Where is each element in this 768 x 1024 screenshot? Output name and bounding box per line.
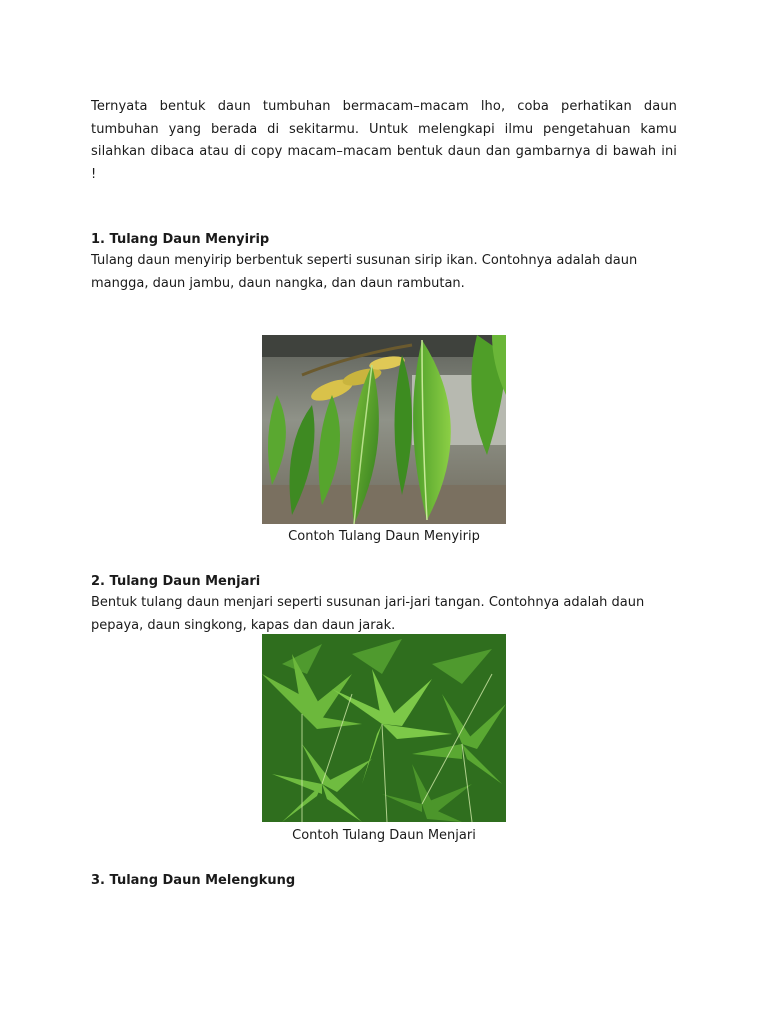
intro-paragraph: Ternyata bentuk daun tumbuhan bermacam–macam lho, coba perhatikan daun tumbuhan yang berada di sekitarmu. Untuk melengkapi ilmu pengetahuan kamu silahkan dibaca atau di copy macam–macam bentuk daun dan gambarnya di bawah ini ! [91, 99, 677, 182]
section-text-menyirip: Tulang daun menyirip berbentuk seperti susunan sirip ikan. Contohnya adalah daun mangga, daun jambu, daun nangka, dan daun rambutan. [91, 253, 638, 291]
menyirip-photo-caption: Contoh Tulang Daun Menyirip [288, 529, 480, 544]
menyirip-leaf-photo [262, 335, 506, 524]
section-heading-menjari: 2. Tulang Daun Menjari [91, 574, 261, 589]
menjari-leaf-photo [262, 634, 506, 822]
section-heading-menyirip: 1. Tulang Daun Menyirip [91, 232, 270, 247]
section-text-menjari: Bentuk tulang daun menjari seperti susunan jari-jari tangan. Contohnya adalah daun pepaya, daun singkong, kapas dan daun jarak. [91, 595, 645, 633]
section-heading-melengkung: 3. Tulang Daun Melengkung [91, 873, 296, 888]
menjari-photo-caption: Contoh Tulang Daun Menjari [292, 828, 476, 843]
